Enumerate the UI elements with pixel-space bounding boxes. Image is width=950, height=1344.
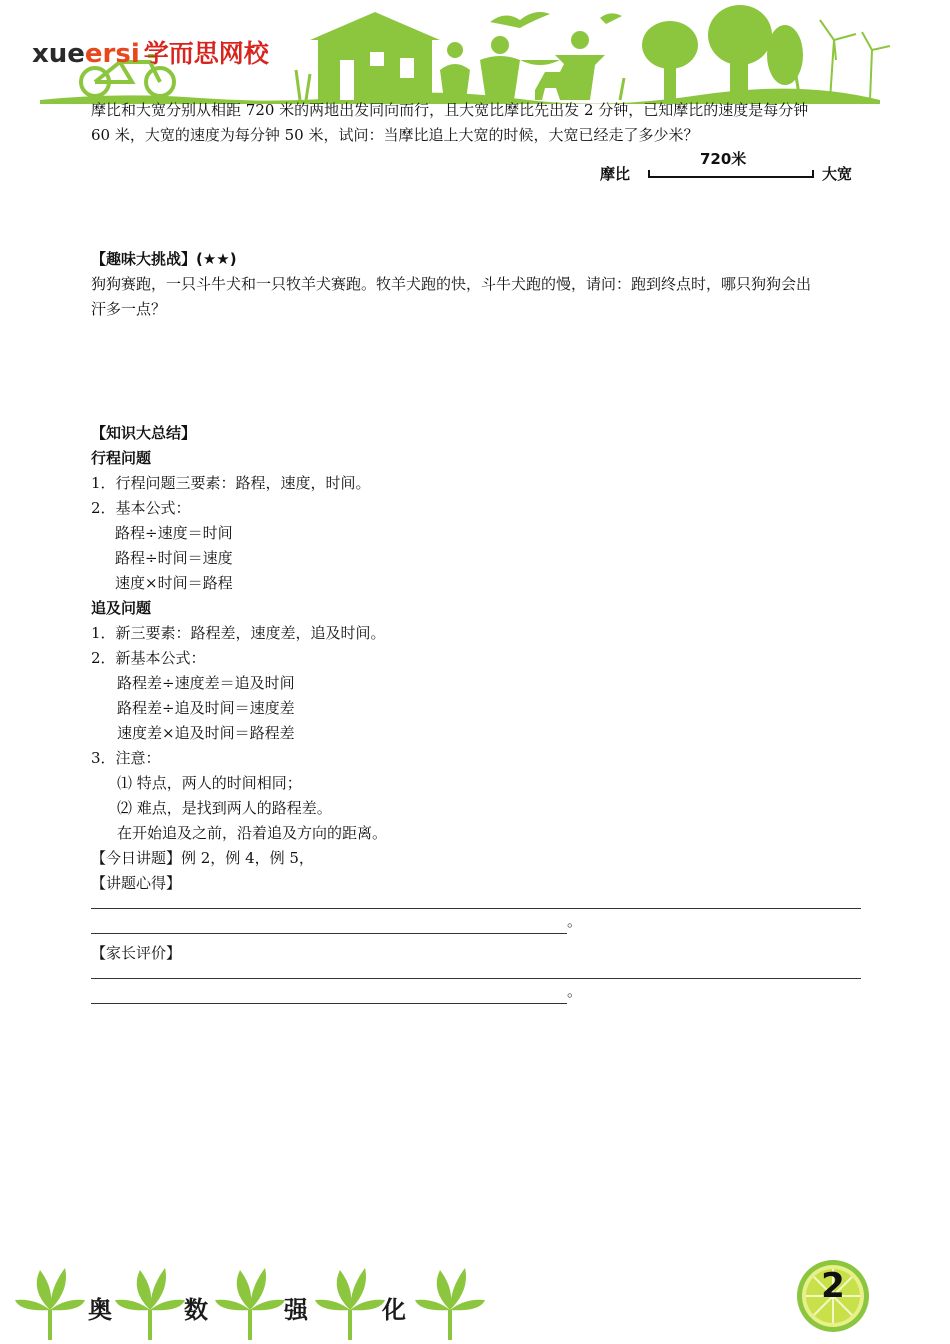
distance-diagram: [600, 148, 870, 188]
parent-answer-line[interactable]: [91, 966, 861, 979]
list-item: 1．行程问题三要素：路程，速度，时间。: [91, 474, 371, 492]
logo-text-cn: 学而思网校: [143, 39, 269, 68]
house-icon: [310, 12, 440, 100]
footer-word: 化: [382, 1296, 406, 1324]
leaf-cluster-icon: [115, 1268, 185, 1340]
page-header: [0, 0, 950, 105]
bird-icon: [600, 13, 622, 24]
footer-word: 奥: [88, 1296, 112, 1324]
section-title: 行程问题: [91, 449, 152, 467]
formula: 路程÷速度＝时间: [115, 524, 233, 542]
list-item: 2．基本公式：: [91, 499, 191, 517]
notes-answer-line[interactable]: [91, 896, 861, 909]
list-item: 3．注意：: [91, 749, 161, 767]
summary-title: 【知识大总结】: [91, 424, 197, 442]
formula: 速度×时间＝路程: [115, 574, 233, 592]
leaf-cluster-icon: [215, 1268, 285, 1340]
problem-line: 摩比和大宽分别从相距 720 米的两地出发同向而行，且大宽比摩比先出发 2 分钟，已知摩比的速度是每分钟: [91, 101, 809, 119]
notes-title: 【讲题心得】: [91, 874, 182, 892]
diagram-line: [648, 176, 814, 178]
logo-text-en: xueersi: [32, 39, 140, 69]
leaf-cluster-icon: [315, 1268, 385, 1340]
formula: 路程差÷追及时间＝速度差: [117, 699, 295, 717]
section-title: 追及问题: [91, 599, 152, 617]
footer-leaf-decoration: [10, 1250, 510, 1344]
parent-answer-line-short[interactable]: 。: [91, 979, 861, 1005]
summary-section: [91, 421, 861, 1005]
note-item: ⑵ 难点，是找到两人的路程差。: [117, 799, 332, 817]
wind-turbine-icon: [820, 20, 890, 100]
leaf-cluster-icon: [15, 1268, 85, 1340]
people-figures-icon: [440, 31, 605, 100]
diagram-distance-label: 720米: [700, 150, 747, 168]
list-item: 2．新基本公式：: [91, 649, 206, 667]
brand-logo: [32, 34, 269, 70]
parent-title: 【家长评价】: [91, 944, 182, 962]
footer-word: 数: [184, 1296, 208, 1324]
note-item: ⑴ 特点，两人的时间相同；: [117, 774, 302, 792]
notes-answer-line-short[interactable]: 。: [91, 909, 861, 935]
diagram-tick-right: [812, 170, 814, 177]
note-item: 在开始追及之前，沿着追及方向的距离。: [117, 824, 388, 842]
bird-icon: [490, 12, 550, 28]
challenge-title: 【趣味大挑战】(★★): [91, 250, 237, 268]
list-item: 1．新三要素：路程差，速度差，追及时间。: [91, 624, 386, 642]
formula: 路程差÷速度差＝追及时间: [117, 674, 295, 692]
challenge-line: 汗多一点？: [91, 300, 167, 318]
challenge-line: 狗狗赛跑，一只斗牛犬和一只牧羊犬赛跑。牧羊犬跑的快，斗牛犬跑的慢，请问：跑到终点时，哪只狗狗会出: [91, 275, 812, 293]
challenge-section: [91, 247, 861, 322]
problem-line: 60 米，大宽的速度为每分钟 50 米，试问：当摩比追上大宽的时候，大宽已经走了多少米？: [91, 126, 699, 144]
today-problems: 【今日讲题】例 2，例 4，例 5，: [91, 849, 314, 867]
footer-word: 强: [284, 1296, 308, 1324]
tree-icon: [642, 5, 803, 100]
diagram-left-label: 摩比: [600, 165, 631, 183]
problem-text: [91, 98, 861, 148]
diagram-right-label: 大宽: [822, 165, 853, 183]
formula: 速度差×追及时间＝路程差: [117, 724, 295, 742]
formula: 路程÷时间＝速度: [115, 549, 233, 567]
dog-icon: [535, 62, 572, 100]
leaf-cluster-icon: [415, 1268, 485, 1340]
page-number: 2: [821, 1266, 845, 1306]
